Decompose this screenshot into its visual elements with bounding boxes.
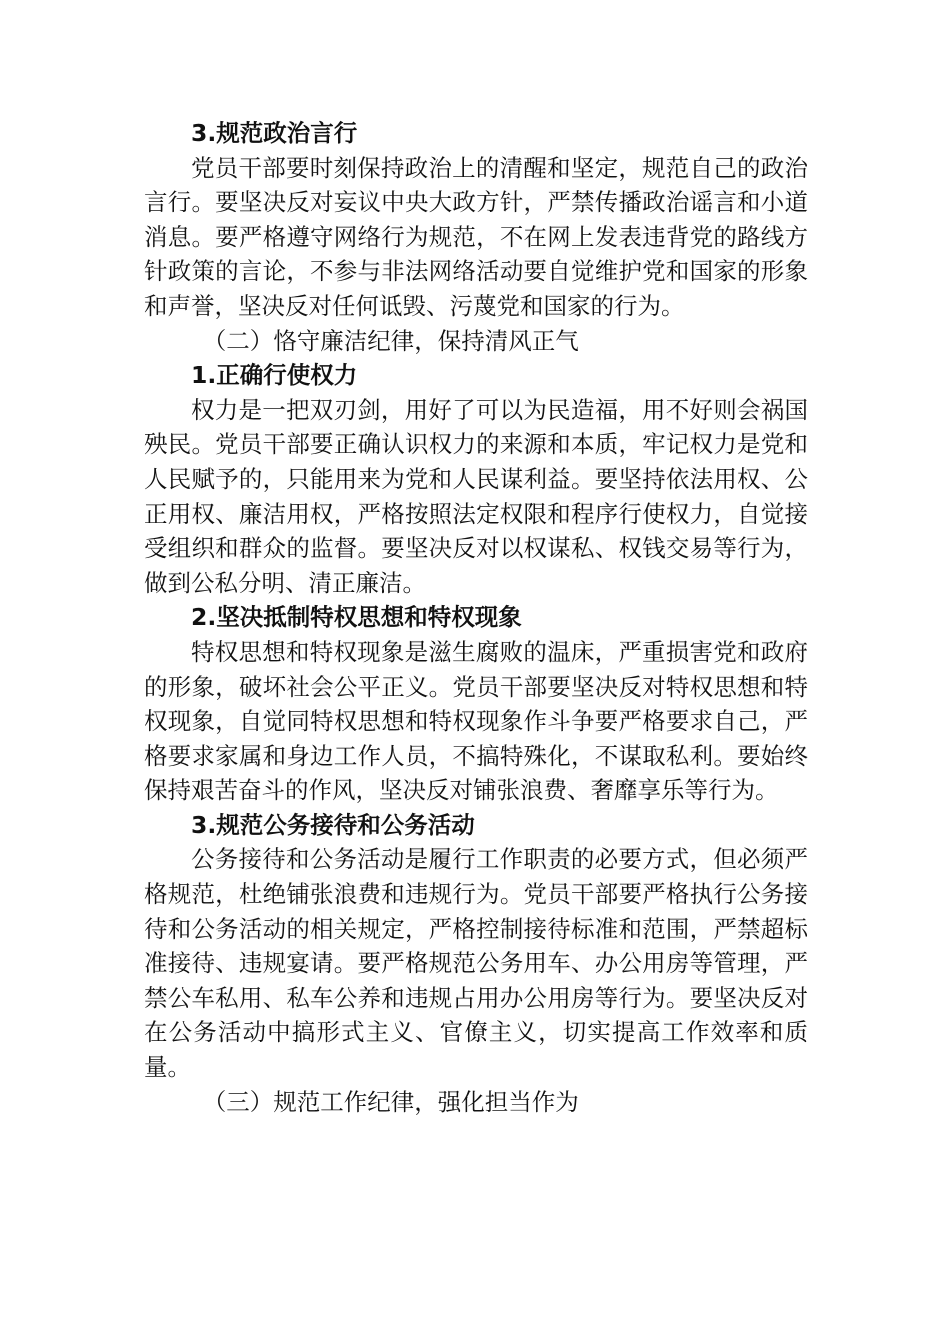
subheading-resist-privilege: 2.坚决抵制特权思想和特权现象 <box>191 603 522 632</box>
paragraph-exercise-power: 权力是一把双刃剑，用好了可以为民造福，用不好则会祸国殃民。党员干部要正确认识权力的来源和本质，牢记权力是党和人民赋予的，只能用来为党和人民谋利益。要坚持依法用权、公正用权、廉洁用权，严格按照法定权限和程序行使权力，自觉接受组织和群众的监督。要坚决反对以权谋私、权钱交易等行为，做到公私分明、清正廉洁。 <box>144 395 808 597</box>
section-heading-work-discipline: （三）规范工作纪律，强化担当作为 <box>202 1087 579 1116</box>
paragraph-political-speech: 党员干部要时刻保持政治上的清醒和坚定，规范自己的政治言行。要坚决反对妄议中央大政方针，严禁传播政治谣言和小道消息。要严格遵守网络行为规范，不在网上发表违背党的路线方针政策的言论，不参与非法网络活动要自觉维护党和国家的形象和声誉，坚决反对任何诋毁、污蔑党和国家的行为。 <box>144 153 808 320</box>
section-heading-integrity-discipline: （二）恪守廉洁纪律，保持清风正气 <box>202 326 579 355</box>
subheading-regulate-political-speech: 3.规范政治言行 <box>191 119 358 147</box>
subheading-official-reception: 3.规范公务接待和公务活动 <box>191 810 475 839</box>
document-body <box>144 116 808 1119</box>
subheading-exercise-power: 1.正确行使权力 <box>191 361 358 390</box>
paragraph-resist-privilege: 特权思想和特权现象是滋生腐败的温床，严重损害党和政府的形象，破坏社会公平正义。党员干部要坚决反对特权思想和特权现象，自觉同特权思想和特权现象作斗争要严格要求自己，严格要求家属和身边工作人员，不搞特殊化，不谋取私利。要始终保持艰苦奋斗的作风，坚决反对铺张浪费、奢靡享乐等行为。 <box>144 637 808 805</box>
paragraph-official-reception: 公务接待和公务活动是履行工作职责的必要方式，但必须严格规范，杜绝铺张浪费和违规行为。党员干部要严格执行公务接待和公务活动的相关规定，严格控制接待标准和范围，严禁超标准接待、违规宴请。要严格规范公务用车、办公用房等管理，严禁公车私用、私车公养和违规占用办公用房等行为。要坚决反对在公务活动中搞形式主义、官僚主义，切实提高工作效率和质量。 <box>144 845 808 1082</box>
